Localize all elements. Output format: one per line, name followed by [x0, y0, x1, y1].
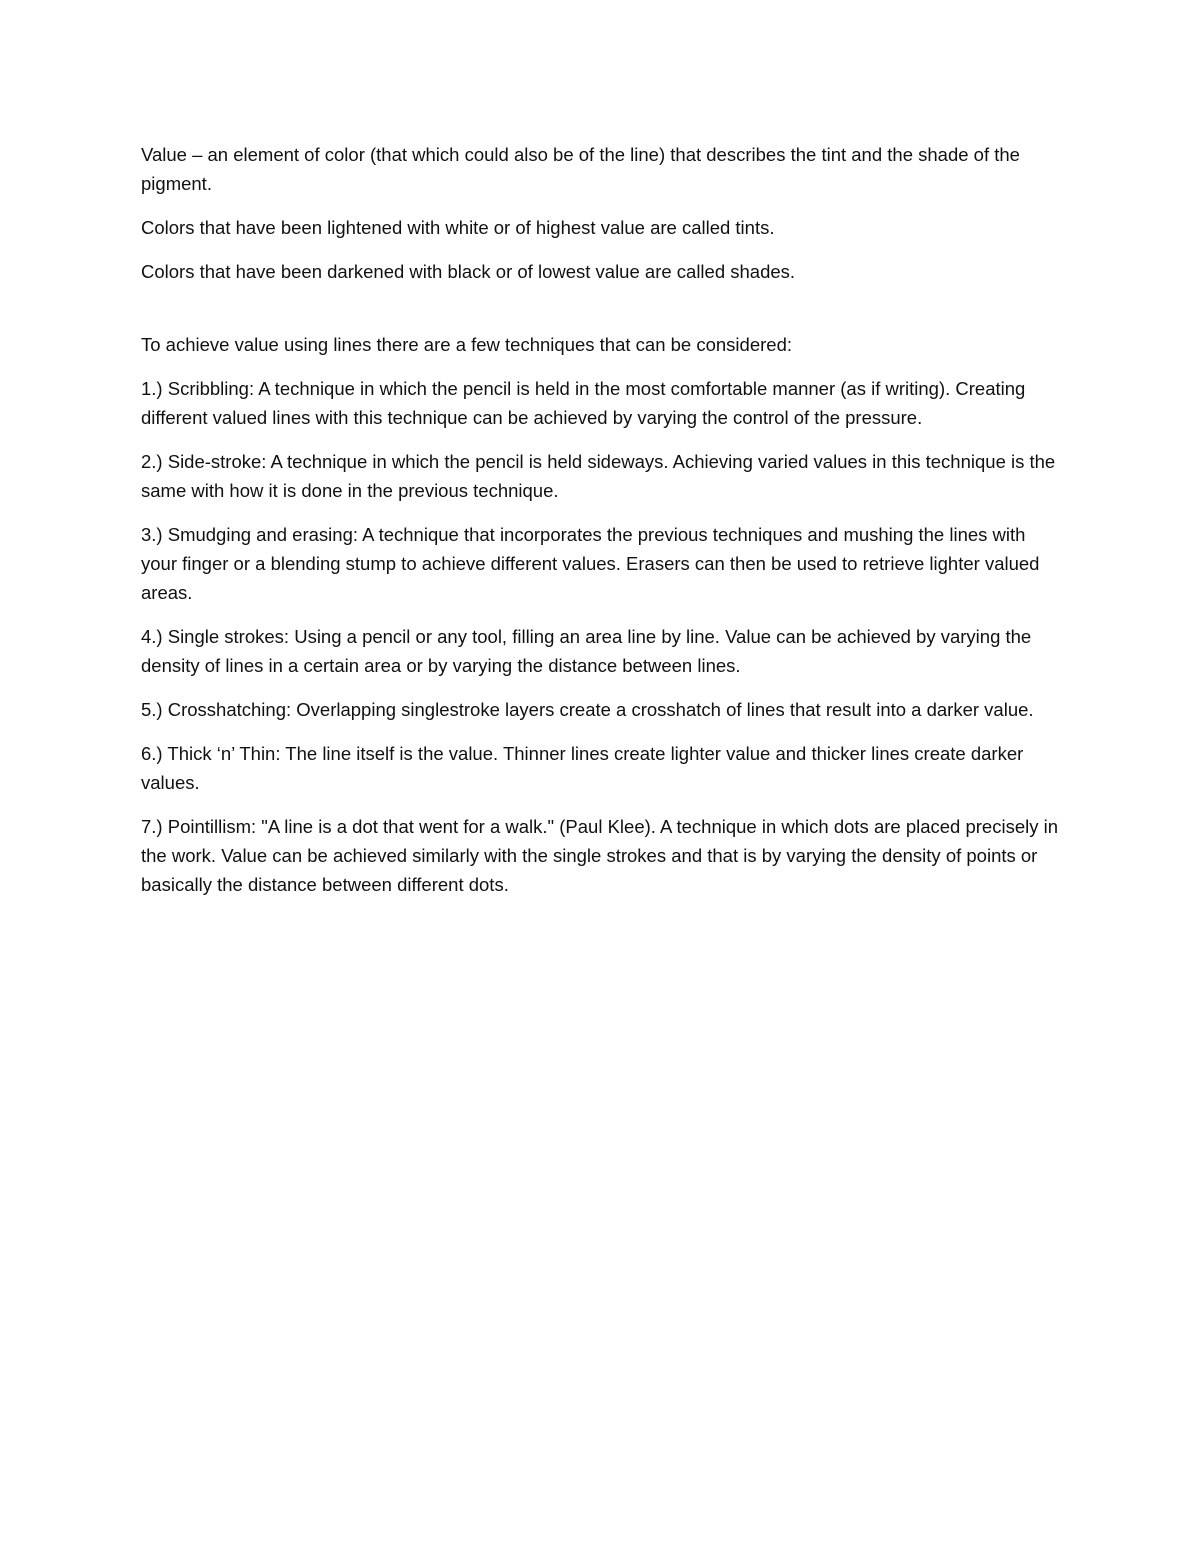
paragraph-value-definition: Value – an element of color (that which could also be of the line) that describes the tint and the shade of the pigment. [141, 144, 1020, 194]
document-body [141, 140, 1066, 914]
list-item-scribbling: 1.) Scribbling: A technique in which the pencil is held in the most comfortable manner (as if writing). Creating different valued lines with this technique can be achieved by varying the control of the pressure. [141, 378, 1026, 428]
list-item-single-strokes: 4.) Single strokes: Using a pencil or any tool, filling an area line by line. Value can be achieved by varying the density of lines in a certain area or by varying the distance between lines. [141, 626, 1032, 676]
list-item-side-stroke: 2.) Side-stroke: A technique in which the pencil is held sideways. Achieving varied values in this technique is the same with how it is done in the previous technique. [141, 451, 1056, 501]
list-item-thick-n-thin: 6.) Thick ‘n’ Thin: The line itself is the value. Thinner lines create lighter value and thicker lines create darker values. [141, 743, 1024, 793]
paragraph-tints: Colors that have been lightened with white or of highest value are called tints. [141, 217, 775, 238]
paragraph-techniques-intro: To achieve value using lines there are a few techniques that can be considered: [141, 334, 792, 355]
list-item-pointillism: 7.) Pointillism: "A line is a dot that went for a walk." (Paul Klee). A technique in which dots are placed precisely in the work. Value can be achieved similarly with the single strokes and that is by varying the density of points or basically the distance between different dots. [141, 816, 1059, 895]
list-item-crosshatching: 5.) Crosshatching: Overlapping singlestroke layers create a crosshatch of lines that result into a darker value. [141, 699, 1034, 720]
list-item-smudging-erasing: 3.) Smudging and erasing: A technique that incorporates the previous techniques and mushing the lines with your finger or a blending stump to achieve different values. Erasers can then be used to retrieve lighter valued areas. [141, 524, 1040, 603]
paragraph-shades: Colors that have been darkened with black or of lowest value are called shades. [141, 261, 796, 282]
